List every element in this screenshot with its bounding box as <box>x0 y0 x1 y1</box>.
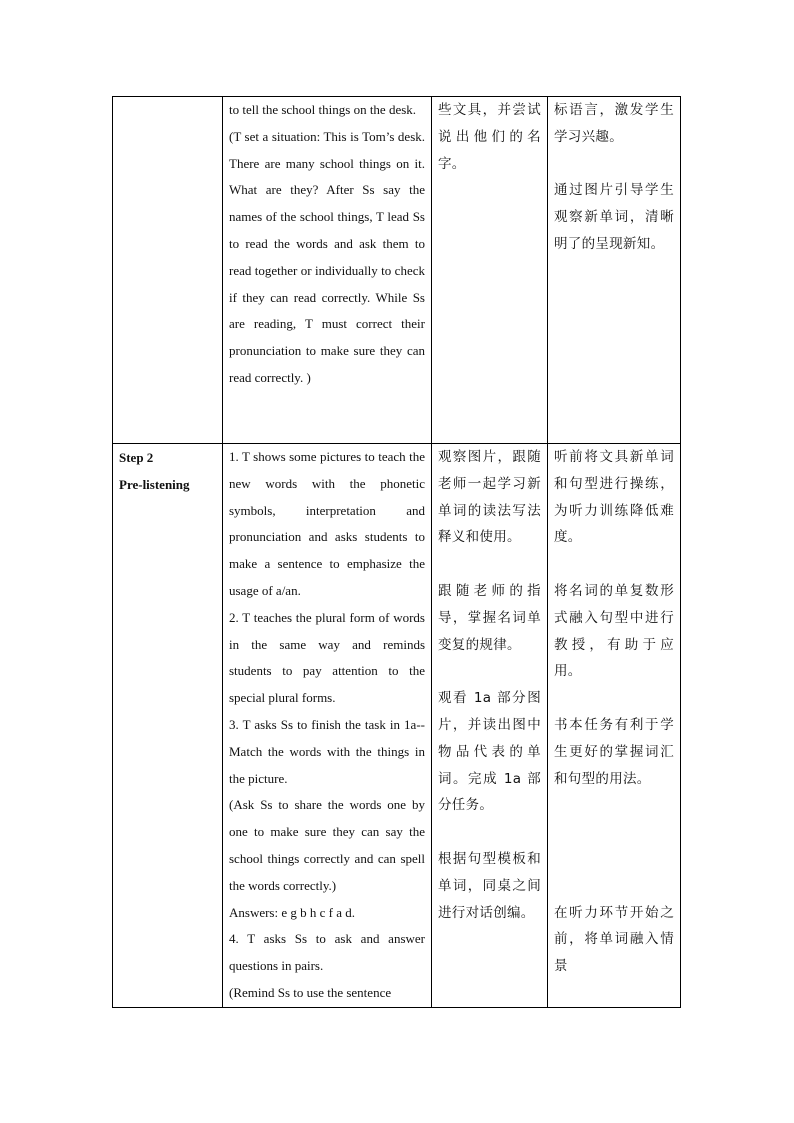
teacher-activity-text: (Ask Ss to share the words one by one to make sure they can say the school things correctly and can spell the words correctly.) <box>229 797 425 893</box>
design-purpose-text: 在听力环节开始之前，将单词融入情景 <box>554 904 674 975</box>
design-purpose-text: 听前将文具新单词和句型进行操练，为听力训练降低难度。 <box>554 449 674 546</box>
teacher-activity-text: 2. T teaches the plural form of words in the same way and reminds students to pay attention to the special plural forms. <box>229 609 425 706</box>
design-purpose-text: 标语言，激发学生学习兴趣。 <box>554 102 674 145</box>
student-activity-text: 观察图片，跟随老师一起学习新单词的读法写法释义和使用。 <box>438 449 541 546</box>
teacher-activity-text: 4. T asks Ss to ask and answer questions in pairs. <box>229 931 425 974</box>
design-purpose-cell <box>548 97 681 444</box>
teacher-activity-text: 3. T asks Ss to finish the task in 1a--Match the words with the things in the picture. <box>229 716 425 786</box>
design-purpose-text: 书本任务有利于学生更好的掌握词汇和句型的用法。 <box>554 716 674 787</box>
teacher-activity-text: (T set a situation: This is Tom’s desk. There are many school things on it. What are they? After Ss say the names of the school things, T lead Ss to read the words and ask them to read together or individually to check if they can read correctly. While Ss are reading, T must correct their pronunciation to make sure they can read correctly. ) <box>229 128 425 385</box>
step-cell <box>113 97 223 444</box>
step-cell <box>113 444 223 1008</box>
student-activity-text: 跟随老师的指导，掌握名词单变复的规律。 <box>438 582 541 653</box>
student-activity-text: 观看 1a 部分图片，并读出图中物品代表的单词。完成 1a 部分任务。 <box>438 690 541 814</box>
table-row <box>113 444 681 1008</box>
student-activity-cell <box>432 97 548 444</box>
lesson-plan-table <box>112 96 681 1008</box>
teacher-activity-text: 1. T shows some pictures to teach the new words with the phonetic symbols, interpretation and pronunciation and asks students to make a sentence to emphasize the usage of a/an. <box>229 449 425 598</box>
teacher-activity-text: to tell the school things on the desk. <box>229 102 417 117</box>
teacher-activity-cell <box>223 444 432 1008</box>
step-number: Step 2 <box>119 450 154 465</box>
step-name: Pre-listening <box>119 477 190 492</box>
table-row <box>113 97 681 444</box>
design-purpose-cell <box>548 444 681 1008</box>
student-activity-text: 根据句型模板和单词，同桌之间进行对话创编。 <box>438 850 541 921</box>
teacher-activity-text: Answers: e g b h c f a d. <box>229 904 355 920</box>
student-activity-cell <box>432 444 548 1008</box>
teacher-activity-cell <box>223 97 432 444</box>
student-activity-text: 些文具，并尝试说出他们的名字。 <box>438 102 541 172</box>
design-purpose-text: 将名词的单复数形式融入句型中进行教授，有助于应用。 <box>554 582 674 680</box>
teacher-activity-text: (Remind Ss to use the sentence <box>229 984 392 1000</box>
design-purpose-text: 通过图片引导学生观察新单词，清晰明了的呈现新知。 <box>554 182 674 252</box>
